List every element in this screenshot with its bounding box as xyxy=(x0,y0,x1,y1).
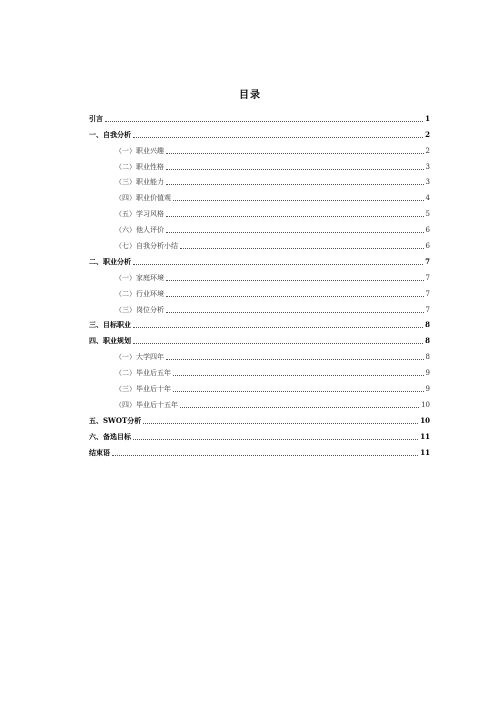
toc-entry-label: 结束语 xyxy=(89,447,110,457)
toc-page-number: 11 xyxy=(420,431,430,441)
toc-subsection-entry[interactable] xyxy=(89,155,430,171)
toc-section-entry[interactable] xyxy=(89,123,430,139)
toc-dot-leader xyxy=(166,311,424,313)
toc-dot-leader xyxy=(166,279,424,281)
toc-entry-label: 二、职业分析 xyxy=(89,256,131,266)
toc-dot-leader xyxy=(166,358,424,360)
toc-section-entry[interactable] xyxy=(89,441,430,457)
toc-page-number: 3 xyxy=(425,162,430,171)
toc-dot-leader xyxy=(133,342,423,344)
toc-section-entry[interactable] xyxy=(89,409,430,425)
toc-entry-label: （三）岗位分析 xyxy=(115,305,164,314)
toc-page-number: 9 xyxy=(425,369,430,378)
toc-dot-leader xyxy=(180,406,419,408)
toc-dot-leader xyxy=(166,183,424,185)
toc-entry-label: （五）学习风格 xyxy=(115,210,164,219)
toc-page-number: 10 xyxy=(420,415,430,425)
toc-dot-leader xyxy=(133,263,423,265)
toc-subsection-entry[interactable] xyxy=(89,377,430,393)
toc-entry-label: （二）职业性格 xyxy=(115,162,164,171)
toc-entry-label: 五、SWOT分析 xyxy=(89,415,142,425)
toc-entry-label: （二）行业环境 xyxy=(115,289,164,298)
toc-section-entry[interactable] xyxy=(89,329,430,345)
toc-page-number: 6 xyxy=(425,226,430,235)
toc-page-number: 1 xyxy=(425,113,430,123)
toc-subsection-entry[interactable] xyxy=(89,266,430,282)
toc-subsection-entry[interactable] xyxy=(89,393,430,409)
toc-dot-leader xyxy=(112,454,418,456)
toc-subsection-entry[interactable] xyxy=(89,186,430,202)
toc-page-number: 7 xyxy=(425,289,430,298)
toc-dot-leader xyxy=(180,247,424,249)
toc-dot-leader xyxy=(166,152,424,154)
toc-dot-leader xyxy=(173,199,424,201)
toc-section-entry[interactable] xyxy=(89,314,430,330)
toc-page-number: 2 xyxy=(425,129,430,139)
toc-entry-label: （二）毕业后五年 xyxy=(115,369,171,378)
toc-dot-leader xyxy=(166,168,424,170)
toc-subsection-entry[interactable] xyxy=(89,298,430,314)
toc-page-number: 5 xyxy=(425,210,430,219)
page-title: 目录 xyxy=(239,90,261,101)
toc-page-number: 7 xyxy=(425,273,430,282)
table-of-contents xyxy=(89,107,430,457)
toc-dot-leader xyxy=(173,374,424,376)
toc-entry-label: 四、职业规划 xyxy=(89,336,131,346)
toc-page-number: 4 xyxy=(425,194,430,203)
toc-entry-label: （四）毕业后十五年 xyxy=(115,400,178,409)
toc-dot-leader xyxy=(143,422,418,424)
toc-entry-label: （一）家庭环境 xyxy=(115,273,164,282)
toc-page-number: 11 xyxy=(420,447,430,457)
toc-subsection-entry[interactable] xyxy=(89,345,430,361)
toc-page-number: 8 xyxy=(425,320,430,330)
toc-dot-leader xyxy=(173,390,424,392)
toc-entry-label: 一、自我分析 xyxy=(89,129,131,139)
toc-entry-label: （三）毕业后十年 xyxy=(115,385,171,394)
toc-subsection-entry[interactable] xyxy=(89,361,430,377)
toc-entry-label: 引言 xyxy=(89,113,103,123)
toc-entry-label: （三）职业能力 xyxy=(115,178,164,187)
toc-dot-leader xyxy=(133,136,423,138)
toc-page-number: 2 xyxy=(425,146,430,155)
toc-dot-leader xyxy=(105,120,423,122)
toc-entry-label: （七）自我分析小结 xyxy=(115,242,178,251)
toc-dot-leader xyxy=(166,231,424,233)
toc-page-number: 9 xyxy=(425,385,430,394)
toc-page-number: 6 xyxy=(425,242,430,251)
toc-dot-leader xyxy=(166,295,424,297)
toc-page-number: 10 xyxy=(421,400,430,409)
toc-page-number: 8 xyxy=(425,336,430,346)
toc-dot-leader xyxy=(133,326,423,328)
toc-page-number: 8 xyxy=(425,353,430,362)
toc-subsection-entry[interactable] xyxy=(89,202,430,218)
toc-entry-label: （四）职业价值观 xyxy=(115,194,171,203)
toc-section-entry[interactable] xyxy=(89,250,430,266)
toc-entry-label: （一）职业兴趣 xyxy=(115,146,164,155)
toc-entry-label: 六、备选目标 xyxy=(89,431,131,441)
toc-subsection-entry[interactable] xyxy=(89,171,430,187)
toc-subsection-entry[interactable] xyxy=(89,218,430,234)
toc-entry-label: （一）大学四年 xyxy=(115,353,164,362)
toc-subsection-entry[interactable] xyxy=(89,282,430,298)
toc-page-number: 3 xyxy=(425,178,430,187)
toc-section-entry[interactable] xyxy=(89,107,430,123)
toc-dot-leader xyxy=(166,215,424,217)
toc-page-number: 7 xyxy=(425,256,430,266)
toc-entry-label: 三、目标职业 xyxy=(89,320,131,330)
toc-page-number: 7 xyxy=(425,305,430,314)
toc-entry-label: （六）他人评价 xyxy=(115,226,164,235)
toc-subsection-entry[interactable] xyxy=(89,139,430,155)
toc-dot-leader xyxy=(133,438,418,440)
toc-section-entry[interactable] xyxy=(89,425,430,441)
toc-subsection-entry[interactable] xyxy=(89,234,430,250)
